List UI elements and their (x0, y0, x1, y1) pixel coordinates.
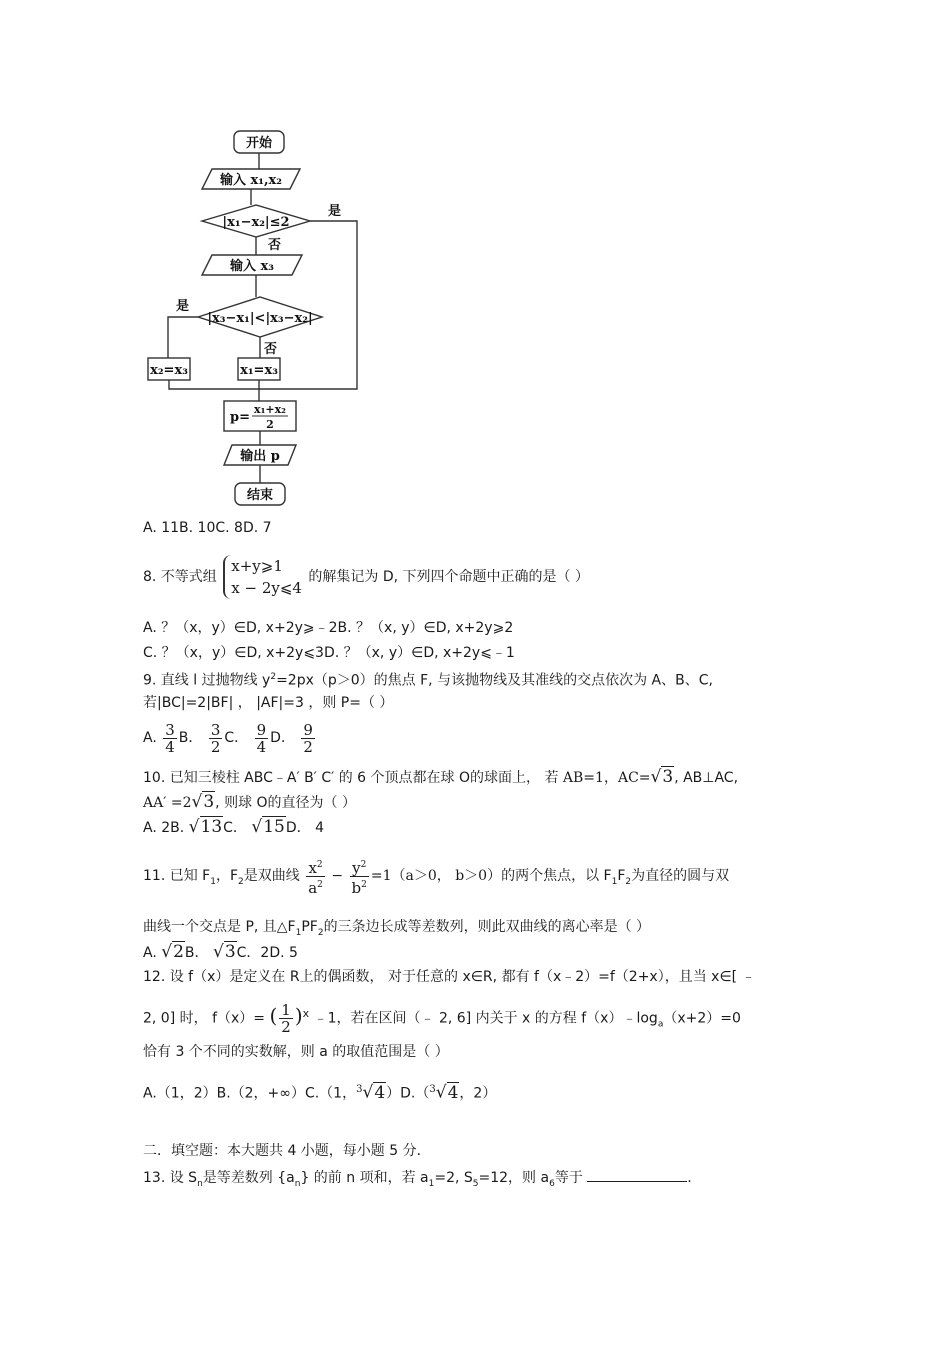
q9-option-b-frac: $\frac{3}{2}$ (210, 720, 221, 756)
q8-stem (143, 552, 589, 602)
q10-line1 (143, 768, 738, 787)
flowchart-p-den: 2 (266, 418, 274, 431)
q11-option-a-label: A. (143, 945, 157, 961)
q9-options (143, 718, 317, 758)
q10-line1-a: 10. 已知三棱柱 ABC﹣A′ B′ C′ 的 6 个顶点都在球 O的球面上， 若 (143, 770, 559, 786)
flowchart-input-x1x2-text: 输入 x₁,x₂ (220, 173, 282, 188)
q12-option-c-root: √4 (362, 1082, 386, 1103)
q9-line1-a: 9. 直线 l 过抛物线 y (143, 672, 271, 689)
q11-prefix: 11. 已知 F (143, 868, 211, 884)
flowchart-assign-right-text: x₁=x₃ (240, 363, 278, 378)
q12-option-d-root: √4 (435, 1082, 459, 1103)
flowchart-cond1-text: |x₁−x₂|≤2 (222, 215, 290, 230)
q13-line: 13. 设 $S_n$是等差数列 $\{a_n\}$ 的前 n 项和，若 $a_1=2$, $S_5=12$，则 $a_6$等于 . (143, 1167, 692, 1193)
flowchart-p-label: p= (230, 410, 250, 425)
q10-line1-b: , AB⊥AC, (674, 770, 739, 786)
q9-option-c-frac: $\frac{9}{4}$ (256, 720, 267, 756)
flowchart (140, 125, 370, 510)
q11-frac-y: $\frac{y^2}{b^2}$ (351, 858, 367, 897)
q10-ab: AB=1， (562, 770, 618, 786)
q8-inequality-system (223, 555, 302, 599)
q11-option-b-sqrt: √3 (212, 942, 236, 962)
q11-line1: 11. 已知 $F_1$，$F_2$是双曲线 $\frac{x^2}{a^2}$ − $\frac{y^2}{b^2}$ =1（a＞0， b＞0）的两个焦点，以 $F_1F_2$为直径的圆与双 (143, 858, 730, 897)
q10-option-ab: A. 2B. (143, 820, 185, 836)
q11-option-a-sqrt: √2 (161, 942, 184, 962)
flowchart-no2-label: 否 (264, 342, 278, 357)
q8-ineq2: x − 2y⩽4 (231, 579, 302, 597)
q11-eq: =1（a＞0， b＞0） (370, 868, 502, 884)
section2-title: 二．填空题：本大题共 4 小题，每小题 5 分． (143, 1143, 431, 1159)
flowchart-start-text: 开始 (245, 136, 273, 151)
q9-option-a-frac: $\frac{3}{4}$ (165, 720, 175, 756)
q10-option-c-label: C． (223, 820, 247, 836)
q9-option-d-frac: $\frac{9}{2}$ (303, 720, 313, 756)
q9-option-d-label: D． (270, 730, 295, 746)
q9-line1-b: =2px（p＞0）的焦点 F, 与该抛物线及其准线的交点依次为 A、B、C, (276, 672, 713, 689)
q12-options: A.（1，2）B.（2，+∞）C.（1，$^3$√4）D.（$^3$√4，2） (143, 1082, 497, 1103)
flowchart-no1-label: 否 (268, 238, 282, 253)
q8-ineq1: x+y⩾1 (231, 557, 283, 575)
q10-ac-sqrt: √3 (650, 767, 674, 787)
q8-prefix: 8. 不等式组 (143, 569, 217, 585)
flowchart-yes2-label: 是 (176, 299, 190, 314)
q8-options-cd: C. ？（x，y）∈D, x+2y⩽3D. ？（x, y）∈D, x+2y⩽﹣1 (143, 645, 515, 661)
q9-option-b-label: B． (178, 730, 203, 746)
q7-options: A. 11B. 10C. 8D. 7 (143, 520, 272, 536)
q12-half: $\frac{1}{2}$ (281, 1001, 291, 1037)
q11-line2: 曲线一个交点是 P, 且$\triangle F_1PF_2$的三条边长成等差数列，则此双曲线的离心率是（ ） (143, 919, 651, 938)
q10-line2 (143, 793, 356, 812)
q9-option-a-label: A. (143, 730, 157, 746)
q8-suffix: 的解集记为 D, 下列四个命题中正确的是（ ） (308, 569, 590, 585)
q10-options (143, 818, 324, 837)
q11-frac-x: $\frac{x^2}{a^2}$ (308, 858, 323, 897)
flowchart-output-text: 输出 p (240, 449, 280, 464)
q9-option-c-label: C． (224, 730, 249, 746)
q9-line2: 若|BC|=2|BF| ， |AF|=3 ，则 P=（ ） (143, 695, 394, 711)
q11-option-b-label: B． (184, 945, 209, 961)
q9-sup: 2 (270, 672, 277, 682)
flowchart-input-x3-text: 输入 x₃ (230, 259, 274, 274)
flowchart-assign-left-text: x₂=x₃ (150, 363, 188, 378)
q10-aa-sqrt: √3 (191, 792, 215, 812)
q9-line1 (143, 668, 713, 690)
q13-answer-blank (587, 1167, 687, 1182)
flowchart-end-text: 结束 (246, 488, 274, 503)
q10-ac: AC= (617, 770, 651, 786)
q12-line1: 12. 设 f（x）是定义在 R上的偶函数， 对于任意的 x∈R, 都有 f（x﹣2）=f（2+x），且当 x∈[ ﹣ (143, 969, 756, 985)
q10-option-b-sqrt: √13 (188, 817, 223, 837)
flowchart-cond2-text: |x₃−x₁|<|x₃−x₂| (207, 311, 313, 326)
q12-line2: 2, 0] 时， f（x）= ( $\frac{1}{2}$ )$^x$ ﹣1，若在区间（﹣ 2, 6] 内关于 x 的方程 $f(x)﹣\log_a(x+2)=0$ (143, 1001, 741, 1037)
q10-option-c-sqrt: √15 (251, 817, 285, 837)
q10-line2-b: , 则球 O的直径为（ ） (215, 795, 356, 811)
q11-options (143, 943, 298, 962)
q10-aa: AA′ =2 (143, 795, 192, 811)
flowchart-p-num: x₁+x₂ (254, 403, 286, 416)
flowchart-yes1-label: 是 (328, 204, 342, 219)
q12-line3: 恰有 3 个不同的实数解，则 a 的取值范围是（ ） (143, 1044, 449, 1060)
q11-option-cd: C．2D. 5 (236, 945, 298, 961)
q8-options-ab: A. ？（x，y）∈D, x+2y⩾﹣2B. ？（x, y）∈D, x+2y⩾2 (143, 620, 514, 636)
q10-option-d: D． 4 (285, 820, 324, 836)
